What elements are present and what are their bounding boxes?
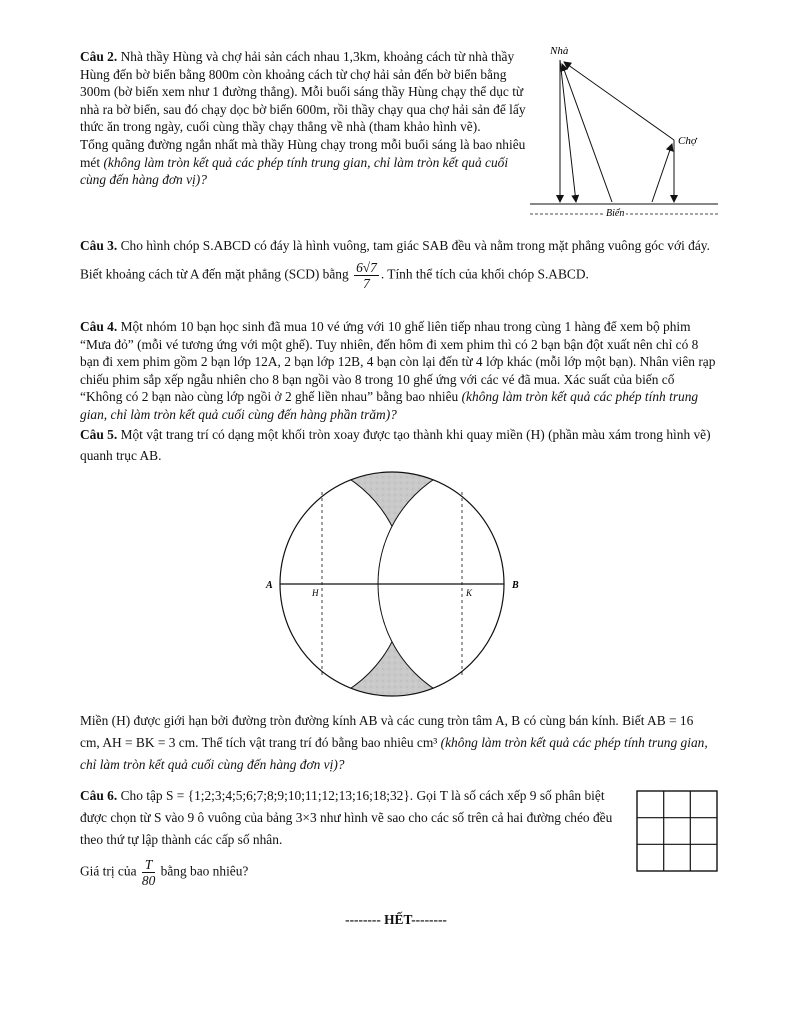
q2-note: (không làm tròn kết quả các phép tính trung gian, chỉ làm tròn kết quả cuối cùng đến hàng đơn vị)? [80, 154, 509, 188]
label-K: K [466, 588, 473, 598]
q2-figure [528, 40, 724, 230]
shore-to-home-path [562, 64, 612, 202]
q6-grid [636, 790, 718, 872]
q2-label: Câu 2. [80, 49, 118, 64]
q4-note: (không làm tròn kết quả các phép tính trung gian, chỉ làm tròn kết quả cuối cùng đến hàng phần trăm)? [80, 389, 699, 422]
market-to-home-path [564, 62, 674, 140]
q3-text-end: . Tính thể tích của khối chóp S.ABCD. [380, 266, 589, 282]
q4-label: Câu 4. [80, 319, 118, 334]
fig-sea-label: Biển [606, 208, 625, 219]
q3-text: Cho hình chóp S.ABCD có đáy là hình vuông, tam giác SAB đều và nằm trong mặt phẳng vuông góc với đáy. Biết khoảng cách từ A đến mặt phẳng (SCD) bằng [80, 238, 710, 282]
q6-ask-end: bằng bao nhiêu? [160, 863, 249, 879]
label-A: A [266, 580, 273, 591]
label-H: H [312, 588, 319, 598]
q3-frac-den: 7 [363, 276, 370, 291]
fig-market-label: Chợ [678, 135, 697, 147]
q5-figure [256, 470, 536, 706]
q5-label: Câu 5. [80, 427, 118, 442]
q5-text: Một vật trang trí có dạng một khối tròn xoay được tạo thành khi quay miền (H) (phần màu xám trong hình vẽ) quanh trục AB. [80, 427, 711, 463]
question-3 [80, 232, 716, 291]
question-6 [80, 785, 628, 888]
q5-note: (không làm tròn kết quả các phép tính trung gian, chỉ làm tròn kết quả cuối cùng đến hàng đơn vị)? [80, 735, 708, 772]
q2-text: Nhà thầy Hùng và chợ hải sản cách nhau 1,3km, khoảng cách từ nhà thầy Hùng đến bờ biển bằng 800m còn khoảng cách từ chợ hải sản đến bờ biển bằng 300m (bờ biển xem như 1 đường thẳng). Mỗi buổi sáng thầy Hùng chạy thể dục từ nhà ra bờ biển, sau đó chạy dọc bờ biển 600m, rồi thầy chạy qua chợ hải sản để lấy thức ăn trong ngày, cuối cùng thầy chạy thẳng về nhà (tham khảo hình vẽ). [80, 49, 526, 135]
question-5 [80, 424, 716, 466]
q3-label: Câu 3. [80, 238, 118, 253]
q6-label: Câu 6. [80, 788, 118, 803]
shore-to-market-path [652, 144, 672, 202]
question-2 [80, 48, 526, 189]
q5-details: Miền (H) được giới hạn bởi đường tròn đường kính AB và các cung tròn tâm A, B có cùng bán kính. Biết AB = 16 cm, AH = BK = 3 cm. Thể tích vật trang trí đó bằng bao nhiêu cm³ [80, 713, 694, 750]
q6-text: Cho tập S = {1;2;3;4;5;6;7;8;9;10;11;12;13;16;18;32}. Gọi T là số cách xếp 9 số phân biệt được chọn từ S vào 9 ô vuông của bảng 3×3 như hình vẽ sao cho các số trên cả hai đường chéo đều theo thứ tự lập thành các cấp số nhân. [80, 788, 613, 847]
q3-frac-num: 6√7 [356, 260, 377, 275]
q6-frac-num: T [142, 857, 155, 873]
end-marker: -------- HẾT-------- [345, 912, 447, 927]
q2-question: Tổng quãng đường ngắn nhất mà thầy Hùng chạy trong mỗi buổi sáng là bao nhiêu mét [80, 136, 526, 170]
q6-fraction [142, 857, 155, 888]
question-5-details [80, 710, 716, 776]
q3-fraction [354, 260, 379, 291]
q6-frac-den: 80 [141, 873, 156, 888]
q4-text: Một nhóm 10 bạn học sinh đã mua 10 vé ứng với 10 ghế liên tiếp nhau trong cùng 1 hàng để xem bộ phim “Mưa đỏ” (mỗi vé tương ứng với một ghế). Tuy nhiên, đến hôm đi xem phim thì có 2 bạn bận đột xuất nên chỉ có 8 bạn đi xem phim gồm 2 bạn lớp 12A, 2 bạn lớp 12B, 4 bạn còn lại đến từ 4 lớp khác (mỗi lớp một bạn). Nhân viên rạp chiếu phim sắp xếp ngẫu nhiên cho 8 bạn ngồi vào 8 trong 10 ghế ứng với các vé đã mua. Xác suất của biến cố “Không có 2 bạn nào cùng lớp ngồi ở 2 ghế liền nhau” bằng bao nhiêu [80, 319, 716, 405]
q6-ask-start: Giá trị của [80, 863, 137, 879]
label-B: B [512, 580, 519, 591]
fig-home-label: Nhà [550, 45, 569, 57]
question-4 [80, 318, 716, 424]
